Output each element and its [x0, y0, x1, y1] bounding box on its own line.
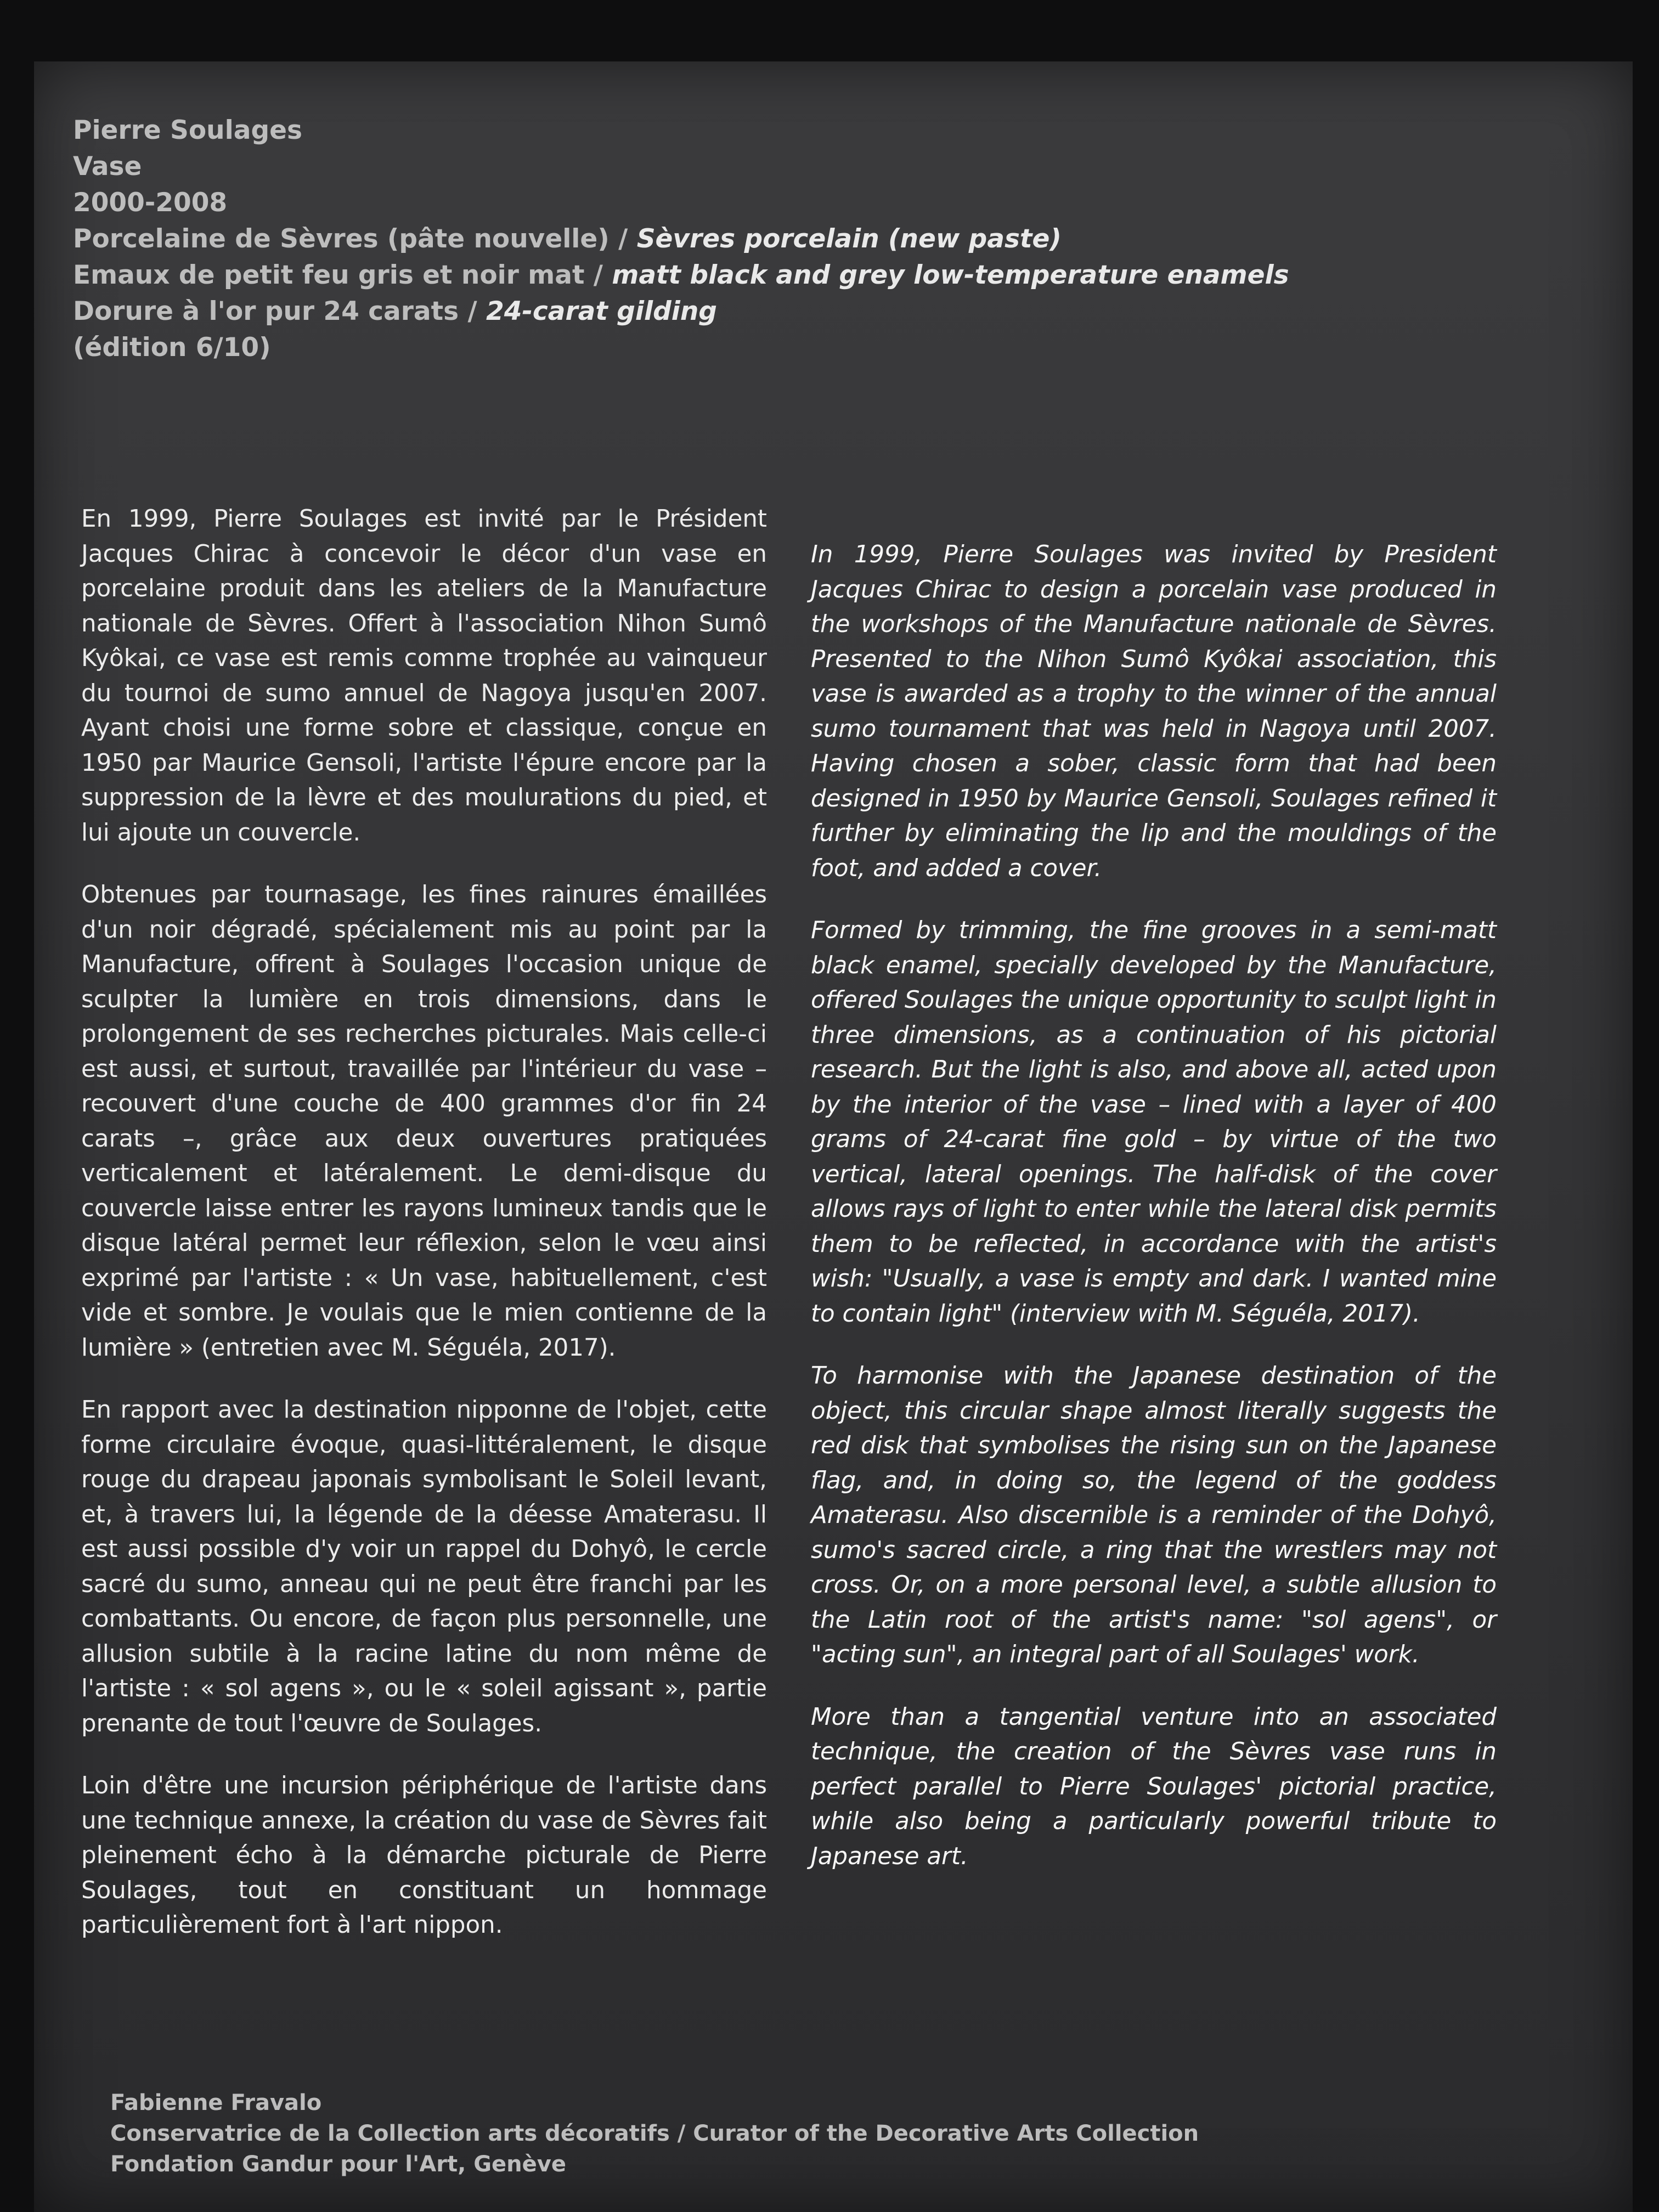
- material-en: matt black and grey low-temperature enamels: [612, 260, 1289, 290]
- material-fr: Dorure à l'or pur 24 carats /: [73, 296, 477, 326]
- curator-name: Fabienne Fravalo: [110, 2090, 322, 2115]
- french-paragraph: Loin d'être une incursion périphérique de l'artiste dans une technique annexe, la création du vase de Sèvres fait pleinement écho à la démarche picturale de Pierre Soulages, tout en constituant un hommage particulièrement fort à l'art nippon.: [81, 1772, 767, 1939]
- artist-name: Pierre Soulages: [73, 115, 302, 145]
- french-paragraph: En rapport avec la destination nipponne de l'objet, cette forme circulaire évoque, quasi-littéralement, le disque rouge du drapeau japonais symbolisant le Soleil levant, et, à travers lui, la légende de la déesse Amaterasu. Il est aussi possible d'y voir un rappel du Dohyô, le cercle sacré du sumo, anneau qui ne peut être franchi par les combattants. Ou encore, de façon plus personnelle, une allusion subtile à la racine latine du nom même de l'artiste : « sol agens », ou le « soleil agissant », partie prenante de tout l'œuvre de Soulages.: [81, 1396, 767, 1737]
- english-paragraph: To harmonise with the Japanese destination of the object, this circular shape almost literally suggests the red disk that symbolises the rising sun on the Japanese flag, and, in doing so, the legend of the goddess Amaterasu. Also discernible is a reminder of the Dohyô, sumo's sacred circle, a ring that the wrestlers may not cross. Or, on a more personal level, a subtle allusion to the Latin root of the artist's name: "sol agens", or "acting sun", an integral part of all Soulages' work.: [811, 1362, 1497, 1668]
- material-en: Sèvres porcelain (new paste): [636, 224, 1062, 254]
- french-text-column: [81, 502, 767, 1971]
- material-fr: Porcelaine de Sèvres (pâte nouvelle) /: [73, 224, 628, 254]
- english-text-column: [811, 538, 1497, 1901]
- material-en: 24-carat gilding: [486, 296, 717, 326]
- french-paragraph: En 1999, Pierre Soulages est invité par le Président Jacques Chirac à concevoir le décor d'un vase en porcelaine produit dans les ateliers de la Manufacture nationale de Sèvres. Offert à l'association Nihon Sumô Kyôkai, ce vase est remis comme trophée au vainqueur du tournoi de sumo annuel de Nagoya jusqu'en 2007. Ayant choisi une forme sobre et classique, conçue en 1950 par Maurice Gensoli, l'artiste l'épure encore par la suppression de la lèvre et des moulurations du pied, et lui ajoute un couvercle.: [81, 505, 767, 847]
- artwork-title: Vase: [73, 151, 142, 182]
- english-paragraph: Formed by trimming, the fine grooves in a semi-matt black enamel, specially developed by the Manufacture, offered Soulages the unique opportunity to sculpt light in three dimensions, as a continuation of his pictorial research. But the light is also, and above all, acted upon by the interior of the vase – lined with a layer of 400 grams of 24-carat fine gold – by virtue of the two vertical, lateral openings. The half-disk of the cover allows rays of light to enter while the lateral disk permits them to be reflected, in accordance with the artist's wish: "Usually, a vase is empty and dark. I wanted mine to contain light" (interview with M. Séguéla, 2017).: [811, 917, 1497, 1328]
- curator-role: Conservatrice de la Collection arts décoratifs / Curator of the Decorative Arts Collection: [110, 2121, 1199, 2146]
- french-paragraph: Obtenues par tournasage, les fines rainures émaillées d'un noir dégradé, spécialement mis au point par la Manufacture, offrent à Soulages l'occasion unique de sculpter la lumière en trois dimensions, dans le prolongement de ses recherches picturales. Mais celle-ci est aussi, et surtout, travaillée par l'intérieur du vase – recouvert d'une couche de 400 grammes d'or fin 24 carats –, grâce aux deux ouvertures pratiquées verticalement et latéralement. Le demi-disque du couvercle laisse entrer les rayons lumineux tandis que le disque latéral permet leur réflexion, selon le vœu ainsi exprimé par l'artiste : « Un vase, habituellement, c'est vide et sombre. Je voulais que le mien contienne de la lumière » (entretien avec M. Séguéla, 2017).: [81, 881, 767, 1362]
- english-paragraph: In 1999, Pierre Soulages was invited by President Jacques Chirac to design a porcelain vase produced in the workshops of the Manufacture nationale de Sèvres. Presented to the Nihon Sumô Kyôkai association, this vase is awarded as a trophy to the winner of the annual sumo tournament that was held in Nagoya until 2007. Having chosen a sober, classic form that had been designed in 1950 by Maurice Gensoli, Soulages refined it further by eliminating the lip and the mouldings of the foot, and added a cover.: [811, 541, 1497, 882]
- curator-institution: Fondation Gandur pour l'Art, Genève: [110, 2152, 566, 2177]
- material-line: [73, 257, 1289, 294]
- artwork-date: 2000-2008: [73, 188, 228, 218]
- material-line: [73, 221, 1289, 257]
- material-fr: Emaux de petit feu gris et noir mat /: [73, 260, 603, 290]
- english-paragraph: More than a tangential venture into an associated technique, the creation of the Sèvres vase runs in perfect parallel to Pierre Soulages' pictorial practice, while also being a particularly powerful tribute to Japanese art.: [811, 1703, 1497, 1870]
- edition-info: (édition 6/10): [73, 332, 271, 363]
- artwork-header: [73, 112, 1289, 366]
- material-line: [73, 294, 1289, 330]
- curator-credit: [110, 2087, 1199, 2180]
